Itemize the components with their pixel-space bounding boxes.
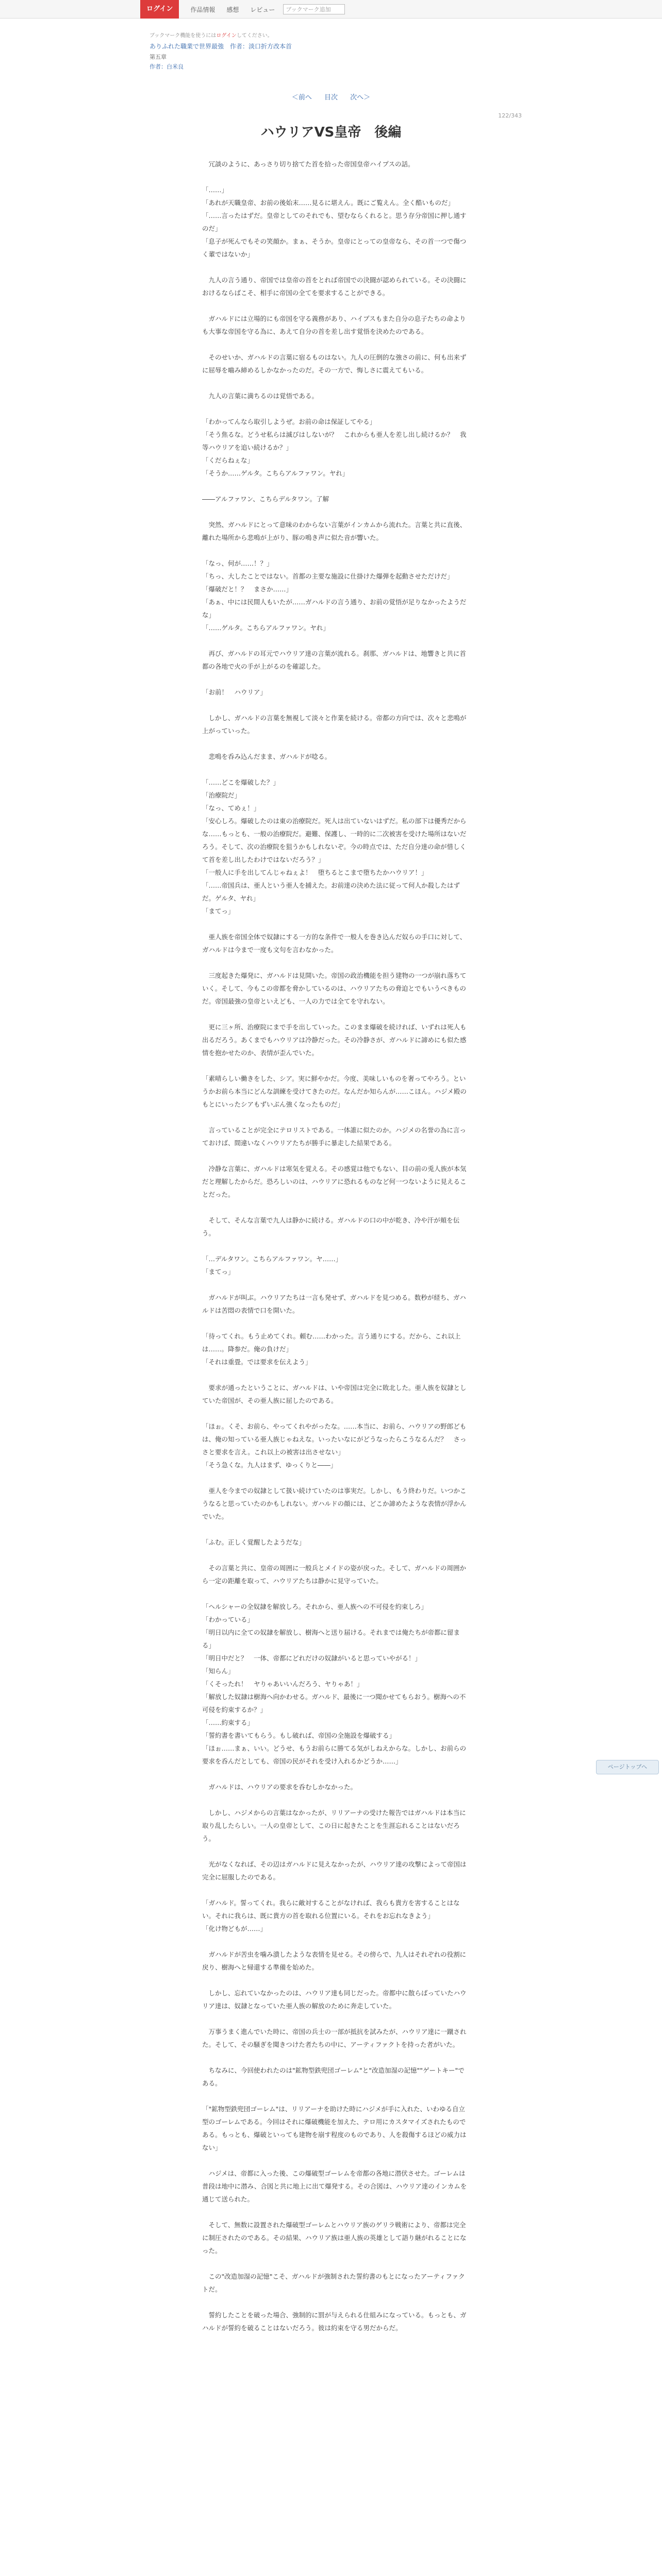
body-paragraph: 誓約したことを破った場合、強制的に罰が与えられる仕組みになっている。もっとも、ガハルドが誓約を破ることはないだろう。彼は約束を守る男だからだ。 [202,2311,467,2332]
blank-line [202,1407,469,1420]
body-paragraph: そして、そんな言葉で九人は静かに続ける。ガハルドの口の中が乾き、冷や汗が頬を伝う。 [202,1216,460,1237]
body-paragraph: 九人の言う通り、帝国では皇帝の首をとれば帝国での決闘が認められている。その決闘におけるならばこそ、相手に帝国の全てを要求することができる。 [202,276,467,297]
body-paragraph: 三度起きた爆発に、ガハルドは見開いた。帝国の政治機能を担う建物の一つが崩れ落ちていく。そして、今もこの帝都を脅かしているのは、ハウリアたちの脅迫とでもいうべきものだ。帝国最強の皇帝といえども、一人の力では全てを守れない。 [202,972,467,1005]
blank-line [202,956,469,969]
body-paragraph: 更に三ヶ所、治療院にまで手を出していった。このまま爆破を続ければ、いずれは死人も出るだろう。あくまでもハウリアは冷静だった。その冷静さが、ガハルドに諦めにも似た感情を抱かせたのか、表情が歪んでいた。 [202,1023,467,1057]
blank-line [202,1587,469,1600]
body-paragraph: 「誓約書を書いてもらう。もし破れば、帝国の全施設を爆破する」 [202,1732,396,1739]
episode-number: 122/343 [498,112,522,119]
body-paragraph: 「安心しろ。爆破したのは東の治療院だ。死人は出ていないはずだ。私の部下は優秀だからな……もっとも、一般の治療院だ。避難、保護し、一時的に二次被害を受けた場所はないだろう。そして、次の治療院を狙うかもしれないぞ。今の時点では、ただ自分達の命が惜しくて首を差し出したわけではないだろう？」 [202,817,467,863]
body-paragraph: 万事うまく進んでいた時に、帝国の兵士の一部が抵抗を試みたが、ハウリア達に一蹴された。そして、その騒ぎを聞きつけた者たちの中に、アーティファクトを持った者がいた。 [202,2028,467,2048]
blank-line [202,2012,469,2025]
body-paragraph: 「明日以内に全ての奴隷を解放し、樹海へと送り届ける。それまでは俺たちが帝都に留まる」 [202,1629,460,1649]
blank-line [202,1240,469,1252]
blank-line [202,338,469,351]
body-paragraph: 「ヘルシャーの全奴隷を解放しろ。それから、亜人族への不可侵を約束しろ」 [202,1603,427,1611]
blank-line [202,402,469,415]
body-paragraph: 「一般人に手を出してんじゃねぇよ！ 堕ちるとこまで堕ちたかハウリア！」 [202,869,428,876]
body-paragraph: 亜人族を帝国全体で奴隷にする一方的な条件で一般人を巻き込んだ奴らの手口に対して、ガハルドは今まで一度も文句を言わなかった。 [202,933,467,954]
body-paragraph: 「なっ、てめぇ！」 [202,804,260,812]
body-paragraph: 「解放した奴隷は樹海へ向かわせる。ガハルド、最後に一つ聞かせてもらおう。樹海への不可侵を約束するか？」 [202,1693,466,1714]
body-paragraph: 要求が通ったということに、ガハルドは、いや帝国は完全に敗北した。亜人族を奴隷としていた帝国が、その亜人族に屈したのである。 [202,1384,467,1404]
body-paragraph: ガハルドが叫ぶ。ハウリアたちは一言も発せず、ガハルドを見つめる。数秒が経ち、ガハルドは苦悶の表情で口を開いた。 [202,1294,466,1314]
body-paragraph: 「……」 [202,186,228,194]
blank-line [202,918,469,930]
blank-line [202,480,469,493]
notice-prefix: ブックマーク機能を使うには [150,33,217,39]
body-paragraph: 言っていることが完全にテロリストである。一体誰に似たのか。ハジメの名誉の為に言っておけば、間違いなくハウリアたちが勝手に暴走した結果である。 [202,1126,466,1147]
bookmark-add-field[interactable]: ブックマーク追加 [283,4,345,14]
chapter-group-label: 第五章 [150,54,167,60]
body-paragraph: 「なっ、何が……！？」 [202,560,273,567]
prev-episode-link[interactable]: ＜前へ [291,94,312,101]
body-paragraph: 「素晴らしい働きをした、シア。実に鮮やかだ。今度、美味しいものを奢ってやろう。というかお前ら本当にどんな訓練を受けてきたのだ。なんだか知らんが……こほん。ハジメ殿のもとにいったシアもずいぶん強くなったものだ」 [202,1075,467,1108]
body-paragraph: 突然、ガハルドにとって意味のわからない言葉がインカムから流れた。言葉と共に直後、離れた場所から悲鳴が上がり、豚の鳴き声に似た音が響いた。 [202,521,467,541]
body-paragraph: 亜人を今までの奴隷として扱い続けていたのは事実だ。しかし、もう終わりだ。いつかこうなると思っていたのかもしれない。ガハルドの顔には、どこか諦めたような表情が浮かんでいた。 [202,1487,467,1520]
blank-line [202,1768,469,1781]
body-paragraph: 「あぁ、中には民間人もいたが……ガハルドの言う通り、お前の覚悟が足りなかったようだな」 [202,598,467,619]
nav-link-work-info[interactable]: 作品情報 [190,6,216,13]
blank-line [202,1845,469,1858]
body-paragraph: 再び、ガハルドの耳元でハウリア達の言葉が流れる。刹那、ガハルドは、地響きと共に首都の各地で火の手が上がるのを確認した。 [202,650,467,670]
blank-line [202,1549,469,1562]
body-paragraph: 「くそったれ！ ヤりゃあいいんだろう、ヤりゃあ！」 [202,1680,363,1688]
body-paragraph: 「わかってんなら取引しようぜ。お前の命は保証してやる」 [202,418,376,426]
blank-line [202,1008,469,1021]
body-paragraph: 「それは重畳。では要求を伝えよう」 [202,1358,312,1366]
body-paragraph: 九人の言葉に満ちるのは覚悟である。 [202,392,319,400]
body-paragraph: 「そう急くな。九人はまず、ゆっくりと――」 [202,1461,337,1469]
blank-line [202,1111,469,1124]
novel-body-text [202,158,469,2334]
body-paragraph: 「……帝国兵は、亜人という亜人を捕えた。お前達の決めた法に従って何人か殺したはずだ。ゲルタ、ヤれ」 [202,882,460,902]
body-paragraph: 「息子が死んでもその笑顔か。まぁ、そうか。皇帝にとっての皇帝なら、その首一つで傷つく輩ではないか」 [202,238,467,258]
body-paragraph: 「…デルタワン。こちらアルファワン。ヤ……」 [202,1255,342,1263]
blank-line [202,171,469,183]
blank-line [202,505,469,518]
blank-line [202,1317,469,1330]
body-paragraph: 「待ってくれ。もう止めてくれ。頼む……わかった。言う通りにする。だから、これ以上は……。降参だ。俺の負けだ」 [202,1332,461,1353]
body-paragraph: しかし、ハジメからの言葉はなかったが、リリアーナの受けた報告ではガハルドは本当に取り乱したらしい。一人の皇帝として、この日に起きたことを生涯忘れることはないだろう。 [202,1809,466,1842]
body-paragraph: ――アルファワン、こちらデルタワン。了解 [202,495,329,503]
body-paragraph: 「ちっ、大したことではない。首都の主要な施設に仕掛けた爆弾を起動させただけだ」 [202,572,454,580]
top-navigation-bar [0,0,662,19]
body-paragraph: 「ほぉ。くそ、お前ら、やってくれやがったな。……本当に、お前ら、ハウリアの野郎どもは、俺の知っている亜人族じゃねえな。いったいなにがどうなったらこうなるんだ？ さっさと要求を言え。これ以上の被害は出させない」 [202,1422,467,1456]
body-paragraph: 「化け物どもが……」 [202,1925,267,1933]
series-title-link[interactable]: ありふれた職業で世界最強 作者：淡口折方改本首 [150,43,292,50]
blank-line [202,763,469,776]
body-paragraph: 「まてっ」 [202,907,235,915]
body-paragraph: 「……ゲルタ。こちらアルファワン。ヤれ」 [202,624,329,632]
blank-line [202,2257,469,2270]
body-paragraph: 「明日中だと？ 一体、帝都にどれだけの奴隷がいると思っていやがる！」 [202,1654,422,1662]
body-paragraph: この"改造加湿の記憶"こそ、ガハルドが強制された誓約書のもとになったアーティファクトだ。 [202,2273,465,2293]
author-link[interactable]: 作者：白米良 [150,63,184,70]
body-paragraph: 「わかっている」 [202,1616,254,1623]
episode-pager [0,92,662,101]
blank-line [202,737,469,750]
body-paragraph: ガハルドは、ハウリアの要求を呑むしかなかった。 [202,1783,357,1791]
body-paragraph: ガハルドが苦虫を噛み潰したような表情を見せる。その傍らで、九人はそれぞれの役割に戻り、樹海へと帰還する準備を始めた。 [202,1951,467,1971]
body-paragraph: 「爆破だと！？ まさか……」 [202,585,293,593]
next-episode-link[interactable]: 次へ＞ [350,94,371,101]
blank-line [202,1793,469,1806]
blank-line [202,1278,469,1291]
bookmark-notice [150,31,510,39]
chapter-title: ハウリアVS皇帝 後編 [260,125,402,140]
body-paragraph: 「あれが天職皇帝、お前の後始末……見るに堪えん。既にご覧えん。全く酷いものだ」 [202,199,455,207]
body-paragraph: 「ふむ。正しく覚醒したようだな」 [202,1538,306,1546]
body-paragraph: 光がなくなれば、その辺はガハルドに見えなかったが、ハウリア達の攻撃によって帝国は完全に屈服したのである。 [202,1860,467,1881]
blank-line [202,1935,469,1948]
body-paragraph: 「お前！ ハウリア」 [202,688,267,696]
body-paragraph: 「まてっ」 [202,1268,235,1276]
body-paragraph: 「……どこを爆破した？」 [202,778,280,786]
body-paragraph: ちなみに、今回使われたのは"鉱物型鉄兜団ゴーレム"と"改造加湿の記憶""ゲートキー"である。 [202,2066,465,2087]
body-paragraph: 「知らん」 [202,1667,235,1675]
blank-line [202,377,469,389]
body-paragraph: 「そう焦るな。どうせ私らは滅びはしないが？ これからも亜人を差し出し続けるか？ 我等ハウリアを追い続けるか？」 [202,431,467,451]
blank-line [202,1368,469,1381]
body-paragraph: 「ガハルド。誓ってくれ。我らに敵対することがなければ、我らも貴方を害することはない。それに我らは、既に貴方の首を取れる位置にいる。それをお忘れなきよう」 [202,1899,460,1920]
body-paragraph: 「……言ったはずだ。皇帝としてのそれでも、望むならくれると。思う存分帝国に押し通すのだ」 [202,212,467,232]
body-paragraph: ハジメは、帝都に入った後、この爆破型ゴーレムを帝都の各地に潜伏させた。ゴーレムは普段は地中に潜み、合図と共に地上に出て爆発する。その合図は、ハウリア達のインカムを通じて送られた。 [202,2170,467,2203]
blank-line [202,1523,469,1536]
body-paragraph: 「くだらねぇな」 [202,456,254,464]
blank-line [202,1201,469,1214]
blank-line [202,299,469,312]
blank-line [202,2154,469,2167]
login-button[interactable]: ログイン [140,0,179,19]
table-of-contents-link[interactable]: 目次 [324,94,338,101]
blank-line [202,2206,469,2218]
blank-line [202,2296,469,2309]
body-paragraph: 「……約束する」 [202,1719,254,1726]
body-paragraph: 「そうか……ゲルタ。こちらアルファワン。ヤれ」 [202,469,349,477]
body-paragraph: そのせいか、ガハルドの言葉に宿るものはない。九人の圧倒的な強さの前に、何も出来ずに屈辱を嚙み締めるしかなかったのだ。その一方で、悔しさに震えてもいる。 [202,353,467,374]
body-paragraph: しかし、忘れていなかったのは、ハウリア達も同じだった。帝都中に散らばっていたハウリア達は、奴隷となっていた亜人族の解放のために奔走していた。 [202,1989,467,2010]
notice-suffix: してください。 [236,33,273,39]
top-navigation-inner [140,0,345,19]
blank-line [202,1884,469,1896]
blank-line [202,699,469,711]
blank-line [202,544,469,557]
body-paragraph: その言葉と共に、皇帝の周囲に一般兵とメイドの姿が戻った。そして、ガハルドの周囲から一定の距離を取って、ハウリアたちは静かに見守っていた。 [202,1564,467,1585]
blank-line [202,634,469,647]
blank-line [202,2051,469,2064]
blank-line [202,1471,469,1484]
body-paragraph: 「治療院だ」 [202,791,241,799]
body-paragraph: ガハルドには立場的にも帝国を守る義務があり、ハイプスもまた自分の息子たちの命よりも大事な帝国を守る為に、あえて自分の首を差し出す覚悟を決めたのである。 [202,315,466,335]
notice-login-link[interactable]: ログイン [216,33,237,39]
nav-link-comments[interactable]: 感想 [226,6,239,13]
blank-line [202,673,469,686]
blank-line [202,261,469,274]
body-paragraph: 「"鉱物型鉄兜団ゴーレム"は、リリアーナを助けた時にハジメが手に入れた、いわゆる自立型のゴーレムである。今回はそれに爆破機能を加えた、テロ用にカスタマイズされたものである。もっとも、爆破といっても建物を崩す程度のものであり、人を殺傷するほどの威力はない」 [202,2105,467,2151]
blank-line [202,1149,469,1162]
novel-header [150,31,510,71]
blank-line [202,2090,469,2103]
blank-line [202,1974,469,1987]
page-top-button[interactable]: ページトップへ [596,1760,659,1774]
body-paragraph: 「ほぉ……まぁ、いい。どうせ、もうお前らに勝てる気がしねえからな。しかし、お前らの要求を呑んだとしても、帝国の民がそれを受け入れるかどうか……」 [202,1744,467,1765]
nav-link-reviews[interactable]: レビュー [250,6,275,13]
blank-line [202,1059,469,1072]
body-paragraph: 悲鳴を呑み込んだまま、ガハルドが唸る。 [202,753,332,760]
body-paragraph: 冷静な言葉に、ガハルドは寒気を覚える。その感覚は他でもない、目の前の兎人族が本気だと理解したからだ。恐ろしいのは、ハウリアに恐れるものなど何一つないように見えることだった。 [202,1165,467,1198]
body-paragraph: そして、無数に設置された爆破型ゴーレムとハウリア族のゲリラ戦術により、帝都は完全に制圧されたのである。その結果、ハウリア族は亜人族の英雄として語り継がれることになった。 [202,2221,467,2255]
body-paragraph: しかし、ガハルドの言葉を無視して淡々と作業を続ける。帝都の方向では、次々と悲鳴が上がっていった。 [202,714,467,735]
body-paragraph: 冗談のように、あっさり切り捨てた首を拾った帝国皇帝ハイプスの話。 [202,160,415,168]
